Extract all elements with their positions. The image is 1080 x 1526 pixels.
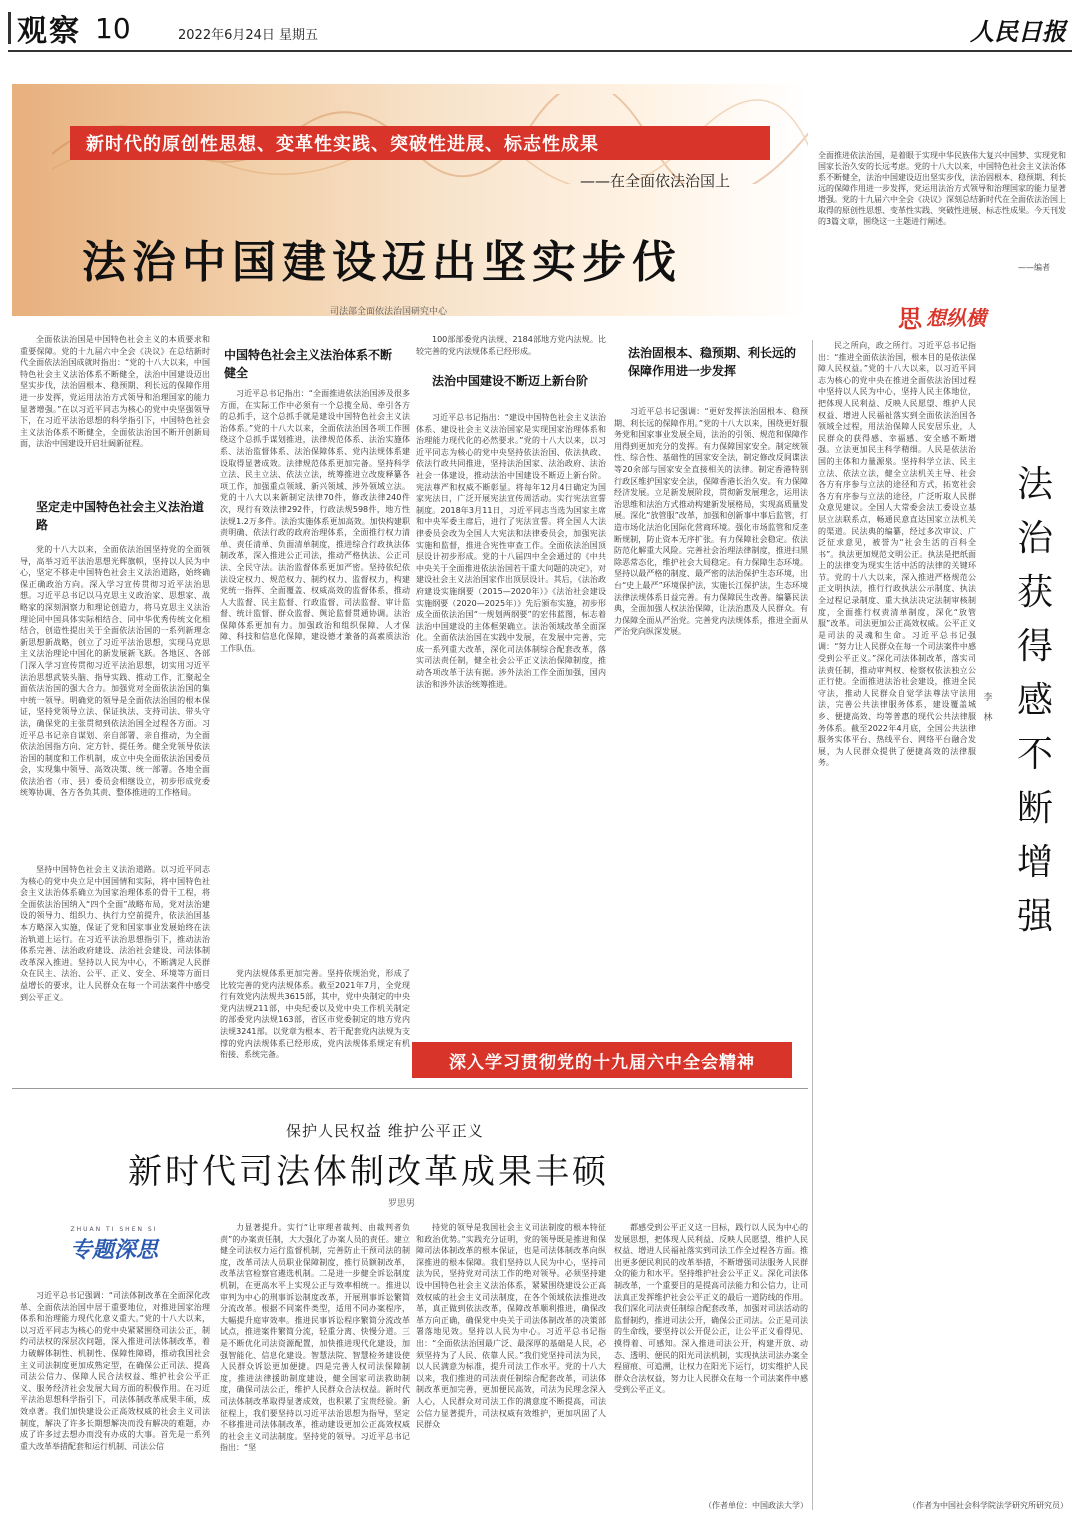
- feature-banner: [12, 84, 808, 316]
- article1-col3-top-paragraph: 100部部委党内法规、2184部地方党内法规。比较完善的党内法规体系已经形成。: [416, 335, 606, 356]
- article2-col2-body: [220, 1222, 410, 1512]
- section-name: 观察: [17, 14, 81, 49]
- article1-col1-paragraph-2: 坚持中国特色社会主义法治道路。以习近平同志为核心的党中央立足中国国情和实际，将中国特色社会主义法治体系确立为国家治理体系的骨干工程，将全面依法治国纳入“四个全面”战略布局，党对法治建设的领导力、组织力、执行力空前提升，依法治国基本方略深入实施，保证了党和国家事业发展始终在法治轨道上运行。在习近平法治思想指引下，推动法治体系完善、法治政府建设、法治社会建设、司法体制改革深入推进。坚持以人民为中心，不断满足人民群众在民主、法治、公平、正义、安全、环境等方面日益增长的要求，让人民群众在每一个司法案件中感受到公平正义。: [20, 865, 210, 1002]
- masthead: [8, 10, 1072, 50]
- column2-sign: （作者为中国社会科学院法学研究所研究员）: [908, 1501, 1068, 1510]
- article2-col1-body: [20, 1290, 210, 1512]
- banner-subtitle: ——在全面依法治国上: [580, 172, 731, 190]
- article1-heading-1: 坚定走中国特色社会主义法治道路: [36, 500, 205, 532]
- column2-author: 李林: [983, 693, 993, 723]
- page-number: 10: [95, 11, 131, 45]
- article1-intro: [20, 334, 210, 486]
- article1-heading-3: 法治中国建设不断迈上新台阶: [432, 374, 589, 388]
- section-divider: [12, 1088, 808, 1089]
- column2-body-top: [818, 340, 976, 1080]
- column-badge: [54, 1226, 174, 1274]
- theme-banner: 深入学习贯彻党的十九届六中全会精神: [412, 1042, 792, 1078]
- article1-col2-paragraph-2: 党内法规体系更加完善。坚持依规治党，形成了比较完善的党内法规体系。截至2021年7月，全党现行有效党内法规共3615部，其中，党中央制定的中央党内法规211部，中央纪委以及党中央工作机关制定的部委党内法规163部，省区市党委制定的地方党内法规3241部。以党章为根本、若干配套党内法规为支撑的党内法规体系已经形成，党内法规体系规定有机衔接、系统完备。: [220, 969, 410, 1060]
- article2-byline: 罗思男: [388, 1199, 416, 1209]
- article2-col4-paragraph: 都感受到公平正义这一目标，践行以人民为中心的发展思想，把体现人民利益、反映人民愿望、维护人民权益、增进人民福祉落实到司法工作全过程各方面。推出更多便民利民的改革举措，不断增强司法服务人民群众的能力和水平。坚持维护社会公平正义。深化司法体制改革，一个重要目的是提高司法能力和公信力，让司法真正发挥维护社会公平正义的最后一道防线的作用。我们深化司法责任制综合配套改革，加强对司法活动的监督制约，推进司法公开，确保公正司法。公正是司法的生命线，要坚持以公开促公正，让公平正义看得见、摸得着、可感知。深入推进司法公开，构建开放、动态、透明、便民的阳光司法机制，实现执法司法办案全程留痕、可追溯，让权力在阳光下运行，切实维护人民群众合法权益，努力让人民群众在每一个司法案件中感受到公平正义。: [614, 1223, 808, 1395]
- article2-col2-paragraph: 力显著提升。实行“让审理者裁判、由裁判者负责”的办案责任制，大大强化了办案人员的责任。建立健全司法权力运行监督机制，完善防止干预司法的制度，改革司法人员职业保障制度，推行员额制改革，改革法官检察官遴选机制。二是进一步健全诉讼制度机制，在更高水平上实现公正与效率相统一。推进以审判为中心的刑事诉讼制度改革，开展刑事诉讼繁简分流改革。根据不同案件类型，适用不同办案程序，大幅提升庭审效率。推进民事诉讼程序繁简分流改革试点，推进案件繁简分流，轻重分离、快慢分道。三是不断优化司法资源配置，加快推进现代化建设，加强智能化、信息化建设。智慧法院、智慧检务建设使人民群众诉讼更加便捷。四是完善人权司法保障制度，推进法律援助制度建设，健全国家司法救助制度，确保司法公正，维护人民群众合法权益。新时代司法体制改革取得显著成效，也积累了宝贵经验。新征程上，我们要坚持以习近平法治思想为指导，坚定不移推进司法体制改革，推动建设更加公正高效权威的社会主义司法制度。坚持党的领导。习近平总书记指出：“坚: [220, 1223, 410, 1453]
- article2-col4-body: [614, 1222, 808, 1498]
- article2-col3-body: [416, 1222, 606, 1512]
- article1-col1-paragraph: 党的十八大以来，全面依法治国坚持党的全面领导，高举习近平法治思想光辉旗帜，坚持以人民为中心，坚定不移走中国特色社会主义法治道路，始终确保正确政治方向。深入学习宣传贯彻习近平法治思想。习近平总书记以马克思主义政治家、思想家、战略家的深刻洞察力和理论创造力，将马克思主义法治理论同中国具体实际相结合、同中华优秀传统文化相结合，创造性提出关于全面依法治国的一系列新理念新思想新战略，创立了习近平法治思想，实现马克思主义法治理论中国化的新发展新飞跃。各地区、各部门深入学习宣传贯彻习近平法治思想，切实用习近平法治思想武装头脑、指导实践、推动工作，汇聚起全面依法治国的强大合力。加强党对全面依法治国的集中统一领导。明确党的领导是全面依法治国的根本保证，坚持党领导立法、保证执法、支持司法、带头守法，确保党的主张贯彻到依法治国全过程各方面。习近平总书记亲自谋划、亲自部署、亲自推动，为全面依法治国指方向、定方针、提任务。健全党领导依法治国的制度和工作机制，成立中央全面依法治国委员会，实现集中领导、高效决策、统一部署。各地全面依法治省（市、县）委员会相继设立，初步形成党委统筹协调、各方各负其责、整体推进的工作格局。: [20, 545, 210, 798]
- article1-col3-paragraph: 习近平总书记指出：“建设中国特色社会主义法治体系、建设社会主义法治国家是实现国家治理体系和治理能力现代化的必然要求。”党的十八大以来，以习近平同志为核心的党中央坚持依法治国、依法执政、依法行政共同推进，坚持法治国家、法治政府、法治社会一体建设，推动法治中国建设不断迈上新台阶。宪法尊严和权威不断彰显。将每年12月4日确定为国家宪法日，广泛开展宪法宣传周活动。实行宪法宣誓制度。2018年3月11日，习近平同志当选为国家主席和中央军委主席后，进行了宪法宣誓。将全国人大法律委员会改为全国人大宪法和法律委员会，加强宪法实施和监督，推进合宪性审查工作。全面依法治国顶层设计初步形成。党的十八届四中全会通过的《中共中央关于全面推进依法治国若干重大问题的决定》，对建设社会主义法治国家作出顶层设计。其后，《法治政府建设实施纲要（2015—2020年）》《法治社会建设实施纲要（2020—2025年）》先后颁布实施，初步形成全面依法治国“一规划两纲要”的宏伟蓝图，标志着法治中国建设的主体框架确立。法治领域改革全面深化。全面依法治国在实践中发展，在发展中完善，完成一系列重大改革，深化司法体制综合配套改革，落实司法责任制，健全社会公平正义法治保障制度，推动各项改革于法有据。涉外法治工作全面加强，国内法治和涉外法治统筹推进。: [416, 413, 606, 689]
- column-divider: [812, 340, 813, 1510]
- article1-col4-paragraph: 习近平总书记强调：“更好发挥法治固根本、稳预期、利长远的保障作用。”党的十八大以来，围绕更好服务党和国家事业发展全局，法治的引领、规范和保障作用得到更加充分的发挥。有力保障国家安全。制定统领性、综合性、基础性的国家安全法，制定修改反间谍法等20余部与国家安全直接相关的法律。制定香港特别行政区维护国家安全法，保障香港长治久安。有力保障经济发展。立足新发展阶段，贯彻新发展理念，运用法治思维和法治方式推动构建新发展格局，实现高质量发展。深化“放管服”改革，加强和创新事中事后监管，打造市场化法治化国际化营商环境。强化市场监管和反垄断规制，防止资本无序扩张。有力保障社会稳定。依法防范化解重大风险。完善社会治理法律制度，推进扫黑除恶常态化，维护社会大局稳定。有力保障生态环境。坚持以最严格的制度、最严密的法治保护生态环境，出台“史上最严”环境保护法，实施长江保护法，生态环境法律法规体系日益完善。有力保障民生改善。编纂民法典，全面加强人权法治保障，让法治惠及人民群众。有力保障全面从严治党。完善党内法规体系，推进全面从严治党向纵深发展。: [614, 407, 808, 637]
- main-headline: 法治中国建设迈出坚实步伐: [82, 237, 682, 288]
- article1-heading-2: 中国特色社会主义法治体系不断健全: [224, 348, 393, 380]
- article1-col2-body: [220, 388, 410, 966]
- article1-col4-body: [614, 406, 808, 1038]
- column-badge-en: ZHUAN TI SHEN SI: [70, 1226, 158, 1233]
- article1-byline: 司法部全面依法治国研究中心: [330, 307, 448, 317]
- section-label: [8, 10, 131, 49]
- article1-col1-body: [20, 544, 210, 860]
- editor-note: 全面推进依法治国，是着眼于实现中华民族伟大复兴中国梦、实现党和国家长治久安的长远考虑。党的十八大以来，中国特色社会主义法治体系不断健全，法治中国建设迈出坚实步伐，法治固根本、稳预期、利长远的保障作用进一步发挥，党运用法治方式领导和治理国家的能力显著增强。党的十九届六中全会《决议》深刻总结新时代在全面依法治国上取得的原创性思想、变革性实践、突破性进展、标志性成果。今天刊发的3篇文章，围绕这一主题进行阐述。: [818, 151, 1066, 226]
- masthead-rule: [8, 50, 1072, 52]
- banner-tagline: 新时代的原创性思想、变革性实践、突破性进展、标志性成果: [70, 126, 770, 160]
- section-bar: [8, 12, 11, 44]
- article1-col2-paragraph: 习近平总书记指出：“全面推进依法治国涉及很多方面，在实际工作中必须有一个总揽全局、牵引各方的总抓手，这个总抓手就是建设中国特色社会主义法治体系。”党的十八大以来，全面依法治国各项工作围绕这个总抓手谋划推进，法律规范体系、法治实施体系、法治监督体系、法治保障体系、党内法规体系建设取得显著成效。法律规范体系更加完备。坚持科学立法、民主立法、依法立法，统筹推进立改废释纂各项工作，加强重点领域、新兴领域、涉外领域立法。党的十八大以来新制定法律70件，修改法律240件次，现行有效法律292件，行政法规598件，地方性法规1.2万多件。法治实施体系更加高效。加快构建职责明确、依法行政的政府治理体系，全面推行权力清单、责任清单、负面清单制度，推进综合行政执法体制改革，深入推进公正司法，推动严格执法、公正司法、全民守法。法治监督体系更加严密。坚持依纪依法设定权力、规范权力、制约权力、监督权力，构建党统一指挥、全面覆盖、权威高效的监督体系，推动人大监督、民主监督、行政监督、司法监督、审计监督、统计监督、群众监督、舆论监督贯通协调。法治保障体系更加有力。加强政治和组织保障、人才保障、科技和信息化保障，建设德才兼备的高素质法治工作队伍。: [220, 389, 410, 654]
- column-brand-text: 想纵横: [926, 305, 986, 330]
- article1-col3-top: [416, 334, 606, 358]
- article2-headline: 新时代司法体制改革成果丰硕: [128, 1152, 609, 1192]
- article2-col3-paragraph: 持党的领导是我国社会主义司法制度的根本特征和政治优势。”实践充分证明，党的领导既是推进和保障司法体制改革的根本保证，也是司法体制改革向纵深推进的根本保障。我们坚持以人民为中心，坚持司法为民，坚持党对司法工作的绝对领导。必须坚持建设中国特色社会主义法治体系，紧紧围绕建设公正高效权威的社会主义司法制度，在各个领域依法推进改革，真正做到依法改革，保障改革顺利推进，确保改革方向正确，确保党中央关于司法体制改革的决策部署落地见效。坚持以人民为中心。习近平总书记指出：“全面依法治国最广泛、最深厚的基础是人民，必须坚持为了人民、依靠人民。”我们党坚持司法为民，以人民满意为标准，提升司法工作水平。党的十八大以来，我们推进的司法责任制综合配套改革，司法体制改革更加完善，更加便民高效，司法为民理念深入人心，人民群众对司法工作的满意度不断提高，司法公信力显著提升，司法权威有效维护，更加巩固了人民群众: [416, 1223, 606, 1430]
- article1-col2-body2: [220, 968, 410, 1074]
- article1-col1-body2: [20, 864, 210, 1074]
- article2-sign: （作者单位：中国政法大学）: [704, 1501, 808, 1510]
- article1-intro-paragraph: 全面依法治国是中国特色社会主义的本质要求和重要保障。党的十九届六中全会《决议》在总结新时代全面依法治国成就时指出：“党的十八大以来，中国特色社会主义法治体系不断健全，法治中国建设迈出坚实步伐，法治固根本、稳预期、利长远的保障作用进一步发挥，党运用法治方式领导和治理国家的能力显著增强。”在以习近平同志为核心的党中央坚强领导下，在习近平法治思想的科学指引下，中国特色社会主义法治体系不断健全，全面依法治国不断开创新局面，法治中国建设开启壮阔新征程。: [20, 335, 210, 449]
- column-badge-cn: 专题深思: [69, 1237, 158, 1263]
- article1-heading-4: 法治固根本、稳预期、利长远的保障作用进一步发挥: [628, 346, 797, 378]
- article1-col3-body: [416, 412, 606, 1038]
- column-brand: [898, 300, 1048, 332]
- issue-date: 2022年6月24日 星期五: [178, 28, 319, 43]
- column-brand-mark: 思: [898, 303, 922, 333]
- newspaper-logo: 人民日报: [970, 17, 1066, 46]
- column2-paragraph: 民之所向，政之所行。习近平总书记指出：“推进全面依法治国，根本目的是依法保障人民权益。”党的十八大以来，以习近平同志为核心的党中央在推进全面依法治国过程中坚持以人民为中心，坚持人民主体地位，把体现人民利益、反映人民愿望、维护人民权益、增进人民福祉落实到全面依法治国各领域全过程，用法治保障人民安居乐业，人民群众的获得感、幸福感、安全感不断增强。立法更加民主科学精细。人民是依法治国的主体和力量源泉。坚持科学立法、民主立法、依法立法，健全立法机关主导、社会各方有序参与立法的途径和方式，拓宽社会各方有序参与立法的途径，广泛听取人民群众意见建议。全国人大常委会法工委设立基层立法联系点，畅通民意直达国家立法机关的渠道。民法典的编纂，经过多次审议、广泛征求意见，被誉为“社会生活的百科全书”。执法更加规范文明公正。执法是把纸面上的法律变为现实生活中活的法律的关键环节。党的十八大以来，深入推进严格规范公正文明执法，推行行政执法公示制度、执法全过程记录制度、重大执法决定法制审核制度，全面推行权责清单制度，深化“放管服”改革。司法更加公正高效权威。公平正义是司法的灵魂和生命。习近平总书记强调：“努力让人民群众在每一个司法案件中感受到公平正义。”深化司法体制改革，落实司法责任制，推动审判权、检察权依法独立公正行使。全面推进法治社会建设，推进全民守法，推动人民群众自觉学法尊法守法用法，完善公共法律服务体系，建设覆盖城乡、便捷高效、均等普惠的现代公共法律服务体系。截至2022年4月底，全国公共法律服务实体平台、热线平台、网络平台融合发展，为人民群众提供了便捷高效的法律服务。: [818, 341, 976, 768]
- editor-sign: ——编者: [1018, 263, 1050, 272]
- column2-vertical-title: 法治获得感不断增强: [1016, 464, 1053, 937]
- article2-col1-paragraph: 习近平总书记强调：“司法体制改革在全面深化改革、全面依法治国中居于重要地位，对推进国家治理体系和治理能力现代化意义重大。”党的十八大以来，以习近平同志为核心的党中央紧紧围绕司法公正，制约司法权的深层次问题，深入推进司法体制改革，着力破解体制性、机制性、保障性障碍，推动我国社会主义司法制度更加成熟定型，在确保公正司法、提高司法公信力、保障人民合法权益、维护社会公平正义、服务经济社会发展大局方面的积极作用。在习近平法治思想科学指引下，司法体制改革成果丰硕，成效卓著。我们加快建设公正高效权威的社会主义司法制度，解决了许多长期想解决而没有解决的难题，办成了许多过去想办而没有办成的大事。首先是一系列重大改革举措配套和运行机制、司法公信: [20, 1291, 210, 1451]
- article2-subhead: 保护人民权益 维护公平正义: [286, 1122, 484, 1140]
